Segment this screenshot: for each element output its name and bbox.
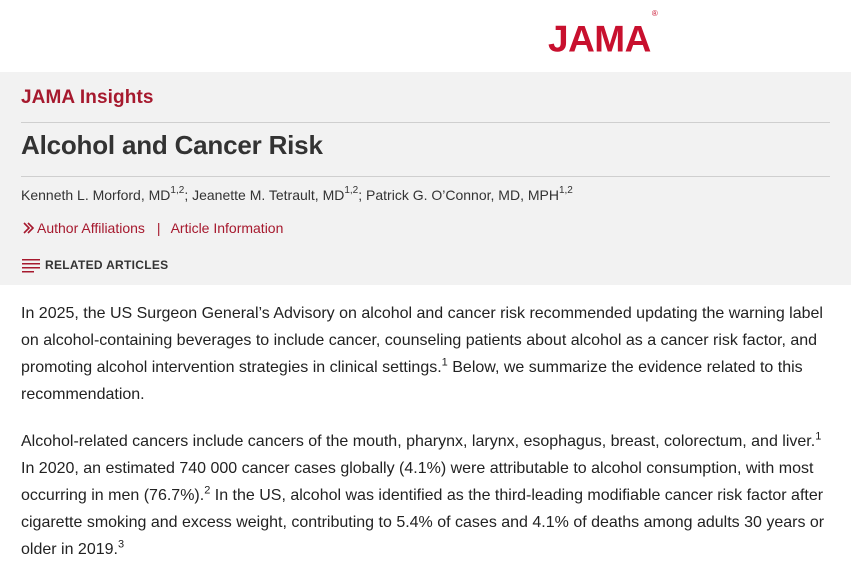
logo-text: JAMA <box>548 18 651 60</box>
author-name[interactable]: Patrick G. O’Connor, MD, MPH <box>366 187 559 203</box>
article-header <box>0 72 851 285</box>
divider <box>21 122 830 123</box>
jama-logo[interactable] <box>548 9 658 60</box>
article-links <box>21 220 283 236</box>
author-separator: ; <box>358 187 367 203</box>
affiliation-ref: 1,2 <box>170 185 185 197</box>
paragraph-text: In 2020, an estimated 740 000 cancer cases globally (4.1%) were attributable to alcohol consumption, with most occurring in men (76.7%). <box>21 460 814 504</box>
article-information-link[interactable]: Article Information <box>170 220 284 236</box>
article-body <box>21 300 836 583</box>
body-paragraph <box>21 428 836 563</box>
paragraph-text: Below, we summarize the evidence related to this recommendation. <box>21 359 803 403</box>
related-articles-label: RELATED ARTICLES <box>45 258 169 272</box>
author-name[interactable]: Jeanette M. Tetrault, MD <box>192 187 345 203</box>
site-header <box>0 0 851 72</box>
article-title: Alcohol and Cancer Risk <box>21 130 323 160</box>
body-paragraph <box>21 300 836 408</box>
reference-link[interactable]: 1 <box>441 356 448 369</box>
registered-mark: ® <box>651 9 658 18</box>
reference-link[interactable]: 2 <box>204 484 211 497</box>
section-label[interactable]: JAMA Insights <box>21 87 154 108</box>
author-separator: ; <box>184 187 193 203</box>
paragraph-text: In 2025, the US Surgeon General’s Advisory on alcohol and cancer risk recommended updating the warning label on alcohol-containing beverages to include cancer, counseling patients about alcohol as a cancer risk factor, and promoting alcohol intervention strategies in clinical settings. <box>21 305 823 376</box>
author-affiliations-link[interactable]: Author Affiliations <box>37 220 145 236</box>
related-articles-button[interactable] <box>21 257 168 273</box>
paragraph-text: In the US, alcohol was identified as the third-leading modifiable cancer risk factor after cigarette smoking and excess weight, contributing to 5.4% of cases and 4.1% of deaths among adults 30 years or older in 2019. <box>21 487 825 558</box>
reference-link[interactable]: 3 <box>117 538 125 551</box>
affiliation-ref: 1,2 <box>558 185 573 197</box>
divider <box>21 176 830 177</box>
chevron-right-icon <box>21 221 35 235</box>
list-lines-icon <box>21 257 41 273</box>
author-name[interactable]: Kenneth L. Morford, MD <box>21 187 171 203</box>
author-list <box>21 187 573 203</box>
paragraph-text: Alcohol-related cancers include cancers of the mouth, pharynx, larynx, esophagus, breast, colorectum, and liver. <box>21 433 816 450</box>
affiliation-ref: 1,2 <box>344 185 359 197</box>
link-separator: | <box>156 220 161 236</box>
reference-link[interactable]: 1 <box>815 430 822 443</box>
